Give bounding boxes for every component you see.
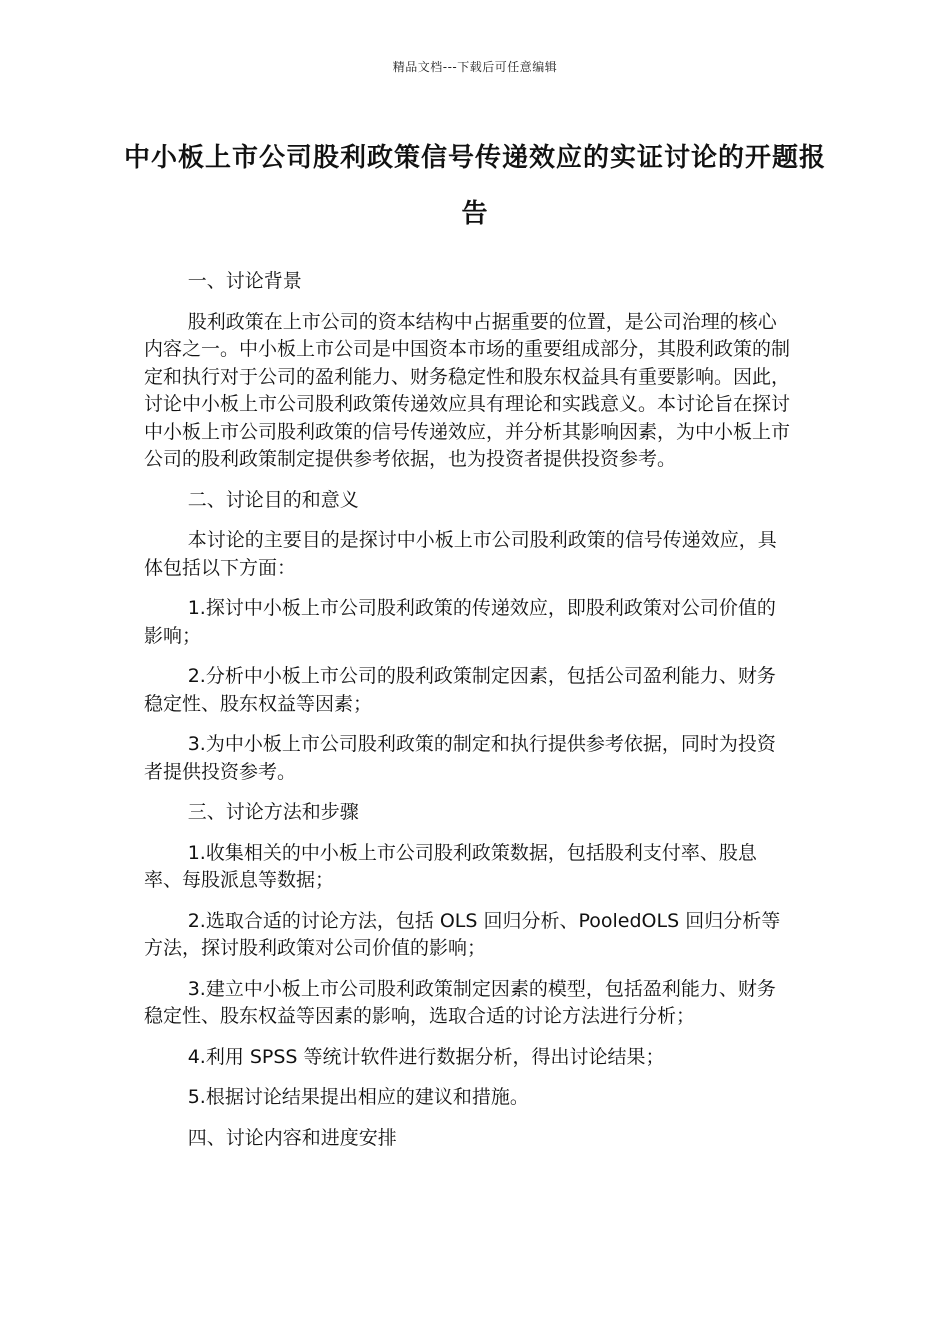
list-item-purpose-1: 1.探讨中小板上市公司股利政策的传递效应，即股利政策对公司价值的影响； [144,597,776,647]
list-item-method-2: 2.选取合适的讨论方法，包括 OLS 回归分析、PooledOLS 回归分析等方法，探讨股利政策对公司价值的影响； [144,909,781,959]
list-item-method-1: 1.收集相关的中小板上市公司股利政策数据，包括股利支付率、股息率、每股派息等数据； [144,841,757,891]
list-item-purpose-3: 3.为中小板上市公司股利政策的制定和执行提供参考依据，同时为投资者提供投资参考。 [144,733,776,783]
paragraph-background: 股利政策在上市公司的资本结构中占据重要的位置，是公司治理的核心内容之一。中小板上市公司是中国资本市场的重要组成部分，其股利政策的制定和执行对于公司的盈利能力、财务稳定性和股东权益具有重要影响。因此，讨论中小板上市公司股利政策传递效应具有理论和实践意义。本讨论旨在探讨中小板上市公司股利政策的信号传递效应，并分析其影响因素，为中小板上市公司的股利政策制定提供参考依据，也为投资者提供投资参考。 [144,310,791,470]
list-item-method-5: 5.根据讨论结果提出相应的建议和措施。 [187,1086,529,1108]
page-header: 精品文档---下载后可任意编辑 [392,60,558,74]
section-heading-purpose: 二、讨论目的和意义 [187,488,359,511]
section-heading-schedule: 四、讨论内容和进度安排 [187,1126,397,1149]
list-item-method-3: 3.建立中小板上市公司股利政策制定因素的模型，包括盈利能力、财务稳定性、股东权益等因素的影响，选取合适的讨论方法进行分析； [144,977,776,1027]
list-item-method-4: 4.利用 SPSS 等统计软件进行数据分析，得出讨论结果； [187,1045,665,1068]
section-heading-background: 一、讨论背景 [187,270,302,292]
document-title: 中小板上市公司股利政策信号传递效应的实证讨论的开题报告 [123,143,826,229]
list-item-purpose-2: 2.分析中小板上市公司的股利政策制定因素，包括公司盈利能力、财务稳定性、股东权益等因素； [144,665,776,715]
paragraph-purpose-intro: 本讨论的主要目的是探讨中小板上市公司股利政策的信号传递效应，具体包括以下方面： [144,529,777,579]
section-heading-methods: 三、讨论方法和步骤 [187,801,359,823]
document-body [144,268,794,1165]
